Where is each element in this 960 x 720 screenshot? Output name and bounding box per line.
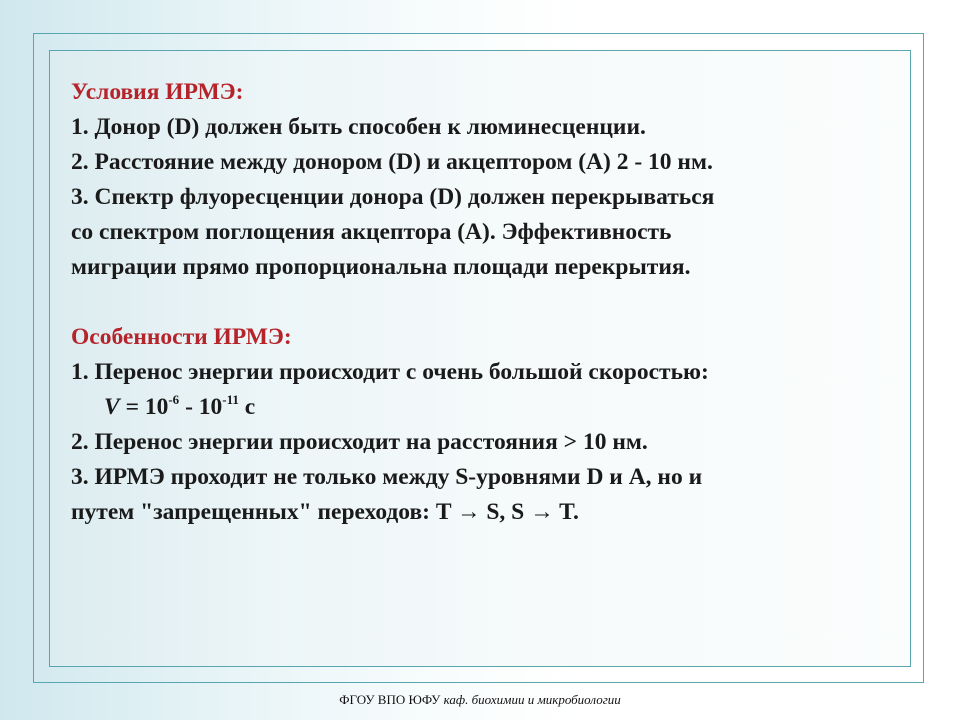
speed-dash: - 10	[179, 394, 223, 420]
conditions-item-3-line-1: 3. Спектр флуоресценции донора (D) должен перекрываться	[71, 184, 715, 210]
features-item-2: 2. Перенос энергии происходит на расстояния > 10 нм.	[71, 429, 648, 455]
speed-equals: = 10	[119, 394, 169, 420]
features-item-3-line-2: путем "запрещенных" переходов: T → S, S → T.	[71, 499, 579, 525]
speed-exponent-1: -6	[168, 392, 180, 407]
footer-org: ФГОУ ВПО ЮФУ	[339, 692, 444, 707]
features-heading: Особенности ИРМЭ:	[71, 324, 292, 350]
features-item-1: 1. Перенос энергии происходит с очень большой скоростью:	[71, 359, 709, 385]
conditions-heading: Условия ИРМЭ:	[71, 79, 244, 105]
conditions-item-3-line-2: со спектром поглощения акцептора (A). Эффективность	[71, 219, 672, 245]
conditions-item-1: 1. Донор (D) должен быть способен к люминесценции.	[71, 114, 646, 140]
speed-exponent-2: -11	[222, 392, 239, 407]
section-spacer	[71, 285, 901, 320]
conditions-item-2: 2. Расстояние между донором (D) и акцептором (A) 2 - 10 нм.	[71, 149, 713, 175]
features-item-3-line-1: 3. ИРМЭ проходит не только между S-уровнями D и A, но и	[71, 464, 703, 490]
speed-unit: с	[238, 394, 256, 420]
conditions-item-3-line-3: миграции прямо пропорциональна площади перекрытия.	[71, 254, 691, 280]
footer-dept: каф. биохимии и микробиологии	[443, 692, 621, 707]
speed-formula	[71, 390, 901, 425]
footer	[0, 692, 960, 708]
speed-variable: V	[104, 394, 120, 420]
slide-text	[71, 75, 901, 530]
